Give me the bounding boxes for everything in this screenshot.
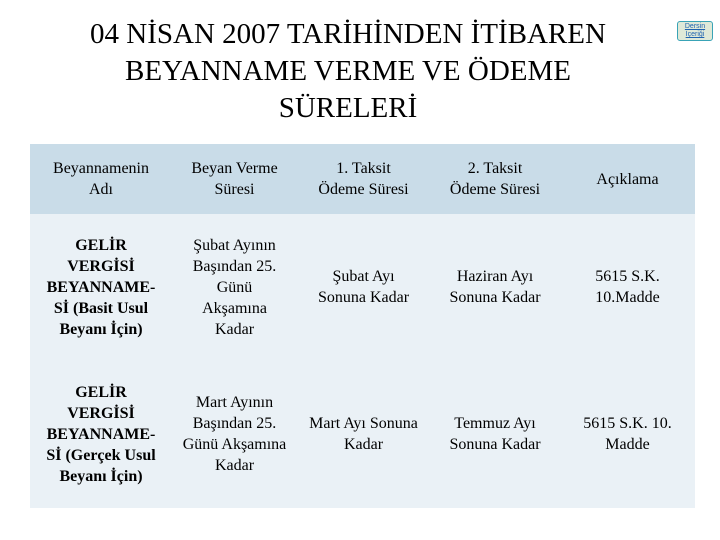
- title-line-3: SÜRELERİ: [278, 92, 418, 124]
- row-2-aciklama: 5615 S.K. 10. Madde: [560, 360, 695, 508]
- row-1-verme-suresi: Şubat Ayının Başından 25. Günü Akşamına Kadar: [172, 214, 297, 360]
- row-1-taksit-1: Şubat Ayı Sonuna Kadar: [297, 214, 430, 360]
- deadlines-table: [30, 144, 695, 508]
- header-cell-2-taksit: 2. Taksit Ödeme Süresi: [430, 144, 560, 214]
- title-line-2: BEYANNAME VERME VE ÖDEME: [124, 55, 572, 87]
- row-2-verme-suresi: Mart Ayının Başından 25. Günü Akşamına Kadar: [172, 360, 297, 508]
- header-cell-beyanname-adi: Beyannamenin Adı: [30, 144, 172, 214]
- header-cell-beyan-verme-suresi: Beyan Verme Süresi: [172, 144, 297, 214]
- page-title: [30, 16, 666, 127]
- table-row: [30, 214, 695, 360]
- row-2-beyanname-name: GELİR VERGİSİ BEYANNAME- Sİ (Gerçek Usul Beyanı İçin): [30, 360, 172, 508]
- row-2-taksit-2: Temmuz Ayı Sonuna Kadar: [430, 360, 560, 508]
- course-contents-button[interactable]: [677, 21, 713, 41]
- table-row: [30, 360, 695, 508]
- table-header-row: [30, 144, 695, 214]
- row-1-taksit-2: Haziran Ayı Sonuna Kadar: [430, 214, 560, 360]
- row-1-beyanname-name: GELİR VERGİSİ BEYANNAME- Sİ (Basit Usul Beyanı İçin): [30, 214, 172, 360]
- row-1-aciklama: 5615 S.K. 10.Madde: [560, 214, 695, 360]
- row-2-taksit-1: Mart Ayı Sonuna Kadar: [297, 360, 430, 508]
- title-line-1: 04 NİSAN 2007 TARİHİNDEN İTİBAREN: [90, 18, 606, 50]
- header-cell-1-taksit: 1. Taksit Ödeme Süresi: [297, 144, 430, 214]
- course-contents-label-2: İçeriği: [685, 31, 705, 38]
- header-cell-aciklama: Açıklama: [560, 144, 695, 214]
- course-contents-label-1: Dersin: [684, 23, 706, 30]
